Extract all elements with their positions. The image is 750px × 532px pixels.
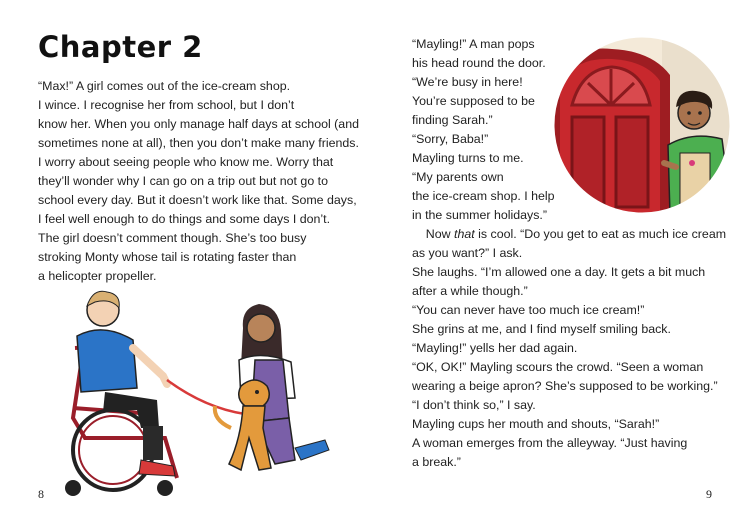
text-line: A woman emerges from the alleyway. “Just having	[412, 436, 688, 450]
text-line: “You can never have too much ice cream!”	[412, 303, 645, 317]
text-line: The girl doesn’t comment though. She’s too busy	[38, 231, 307, 245]
right-page	[375, 0, 750, 532]
text-line: sometimes none at all), then you don’t make many friends.	[38, 136, 359, 150]
text-span: is cool. “Do you get to eat as much ice cream	[474, 227, 727, 241]
text-line: know her. When you only manage half days at school (and	[38, 117, 359, 131]
text-line: “I don’t think so,” I say.	[412, 398, 536, 412]
text-line: “Mayling!” yells her dad again.	[412, 341, 578, 355]
text-line: his head round the door.	[412, 56, 546, 70]
text-line: She laughs. “I’m allowed one a day. It gets a bit much	[412, 265, 706, 279]
text-line: I wince. I recognise her from school, but I don’t	[38, 98, 295, 112]
chapter-title: Chapter 2	[38, 30, 203, 64]
text-line: “We’re busy in here!	[412, 75, 523, 89]
page-number: 9	[706, 487, 712, 501]
text-line: after a while though.”	[412, 284, 528, 298]
text-line: You’re supposed to be	[412, 94, 535, 108]
dog-leash	[167, 380, 245, 414]
text-line: they’ll wonder why I can go on a trip out but not go to	[38, 174, 328, 188]
dog	[215, 380, 271, 470]
text-span: Now	[412, 227, 454, 241]
boy	[77, 291, 175, 476]
text-line: “OK, OK!” Mayling scours the crowd. “Seen a woman	[412, 360, 704, 374]
text-line: a helicopter propeller.	[38, 269, 157, 283]
text-line: in the summer holidays.”	[412, 208, 547, 222]
text-line: “Mayling!” A man pops	[412, 37, 535, 51]
text-line: a break.”	[412, 455, 461, 469]
text-line: I worry about seeing people who know me. Worry that	[38, 155, 334, 169]
text-line: stroking Monty whose tail is rotating faster than	[38, 250, 297, 264]
italic-word: that	[454, 227, 475, 241]
text-line	[412, 225, 726, 244]
text-line: She grins at me, and I find myself smiling back.	[412, 322, 671, 336]
wheelchair-dog-illustration	[45, 288, 345, 503]
text-line: I feel well enough to do things and some days I don’t.	[38, 212, 331, 226]
shop-door-illustration	[552, 35, 732, 215]
text-line: school every day. But it doesn’t work like that. Some days,	[38, 193, 357, 207]
text-line: “Max!” A girl comes out of the ice-cream shop.	[38, 79, 291, 93]
text-line: Mayling turns to me.	[412, 151, 524, 165]
text-line: finding Sarah.”	[412, 113, 493, 127]
text-line: Mayling cups her mouth and shouts, “Sarah!”	[412, 417, 660, 431]
text-line: as you want?” I ask.	[412, 246, 523, 260]
text-line: “My parents own	[412, 170, 504, 184]
text-line: the ice-cream shop. I help	[412, 189, 555, 203]
text-line: wearing a beige apron? She’s supposed to be working.”	[412, 379, 718, 393]
text-line: “Sorry, Baba!”	[412, 132, 489, 146]
page-number: 8	[38, 487, 44, 501]
